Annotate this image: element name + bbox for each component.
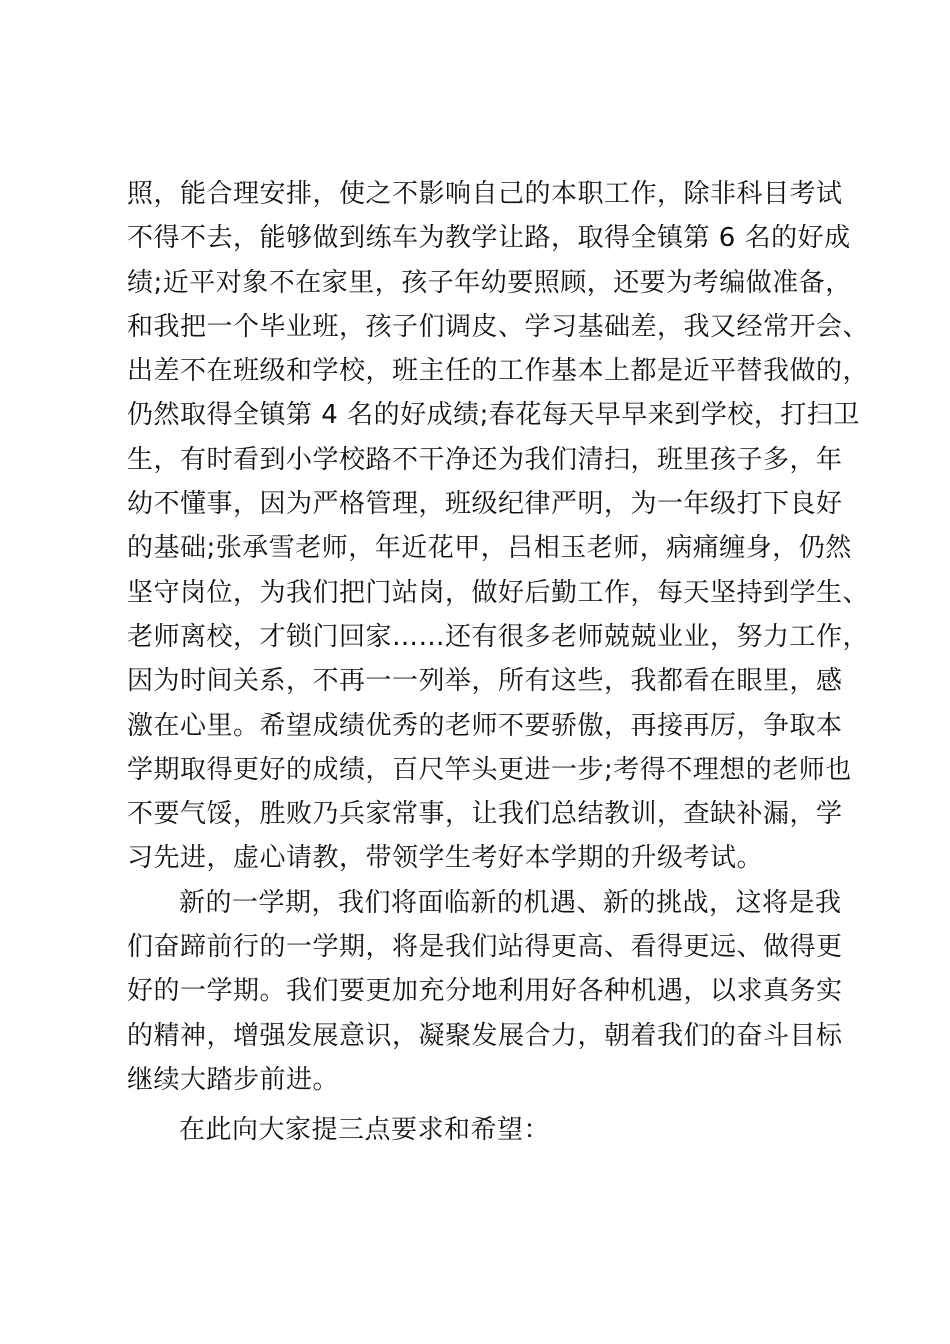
text-line: 照，能合理安排，使之不影响自己的本职工作，除非科目考试: [127, 179, 843, 209]
text-line: 仍然取得全镇第 4 名的好成绩;春花每天早早来到学校，打扫卫: [127, 400, 860, 431]
text-line: 绩;近平对象不在家里，孩子年幼要照顾，还要为考编做准备，: [127, 267, 852, 298]
document-body: [127, 172, 870, 1153]
paragraph-2: [127, 881, 847, 1102]
text-line: 学期取得更好的成绩，百尺竿头更进一步;考得不理想的老师也: [127, 754, 852, 785]
text-line: 的基础;张承雪老师，年近花甲，吕相玉老师，病痛缠身，仍然: [127, 533, 852, 564]
text-line: 老师离校，才锁门回家……还有很多老师兢兢业业，努力工作，: [127, 621, 870, 652]
paragraph-1: [127, 172, 870, 881]
text-line: 在此向大家提三点要求和希望：: [179, 1115, 551, 1146]
text-line: 和我把一个毕业班，孩子们调皮、学习基础差，我又经常开会、: [127, 311, 870, 342]
text-line: 幼不懂事，因为严格管理，班级纪律严明，为一年级打下良好: [127, 489, 843, 520]
text-line: 新的一学期，我们将面临新的机遇、新的挑战，这将是我: [179, 887, 842, 918]
text-line: 出差不在班级和学校，班主任的工作基本上都是近平替我做的，: [127, 356, 870, 387]
text-line: 生，有时看到小学校路不干净还为我们清扫，班里孩子多，年: [127, 444, 843, 475]
text-line: 因为时间关系，不再一一列举，所有这些，我都看在眼里，感: [127, 666, 843, 697]
text-line: 们奋蹄前行的一学期，将是我们站得更高、看得更远、做得更: [127, 932, 843, 963]
text-line: 坚守岗位，为我们把门站岗，做好后勤工作，每天坚持到学生、: [127, 577, 870, 608]
text-line: 继续大踏步前进。: [127, 1064, 340, 1095]
text-line: 好的一学期。我们要更加充分地利用好各种机遇，以求真务实: [127, 976, 843, 1007]
text-line: 激在心里。希望成绩优秀的老师不要骄傲，再接再厉，争取本: [127, 710, 843, 741]
text-line: 不要气馁，胜败乃兵家常事，让我们总结教训，查缺补漏，学: [127, 799, 843, 830]
paragraph-3: [127, 1108, 847, 1152]
text-line: 习先进，虚心请教，带领学生考好本学期的升级考试。: [127, 843, 764, 874]
text-line: 不得不去，能够做到练车为教学让路，取得全镇第 6 名的好成: [127, 223, 851, 254]
text-line: 的精神，增强发展意识，凝聚发展合力，朝着我们的奋斗目标: [127, 1020, 843, 1051]
